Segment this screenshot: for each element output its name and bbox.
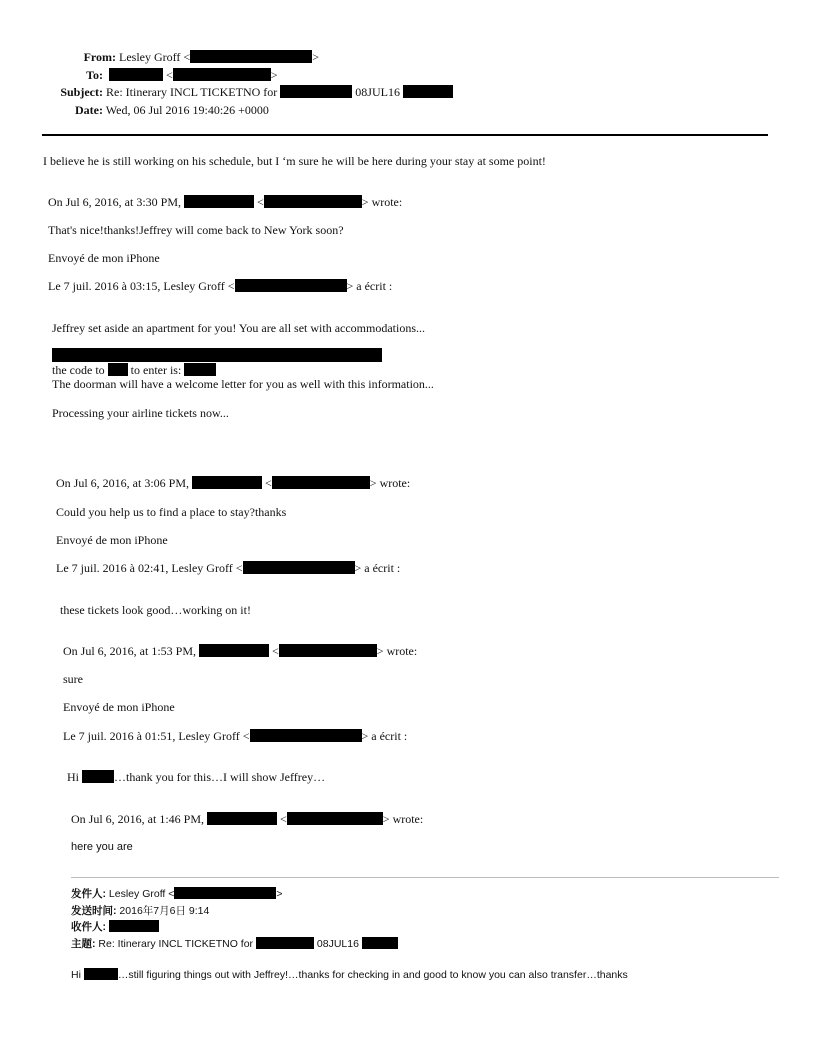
greeting: Hi: [71, 969, 81, 981]
fwd-subject-date-code: 08JUL16: [316, 938, 359, 950]
to-label: To:: [86, 68, 103, 82]
subject-date-code: 08JUL16: [355, 85, 400, 99]
redacted-name: [84, 968, 118, 980]
reply-line: I believe he is still working on his schedule, but I ‘m sure he will be here during your stay at some point!: [43, 154, 546, 168]
redacted-email: [287, 812, 383, 825]
redacted-address-block: [52, 348, 382, 362]
quote-5-attribution: [63, 644, 417, 659]
quote-2-attribution: [48, 279, 392, 294]
redacted-name: [109, 920, 159, 932]
quote-6-message: [67, 770, 325, 785]
to-close: >: [270, 68, 278, 82]
redacted-email: [174, 887, 276, 899]
subject-label: Subject:: [60, 85, 103, 99]
quote-7-message: here you are: [71, 841, 133, 853]
attribution-text: On Jul 6, 2016, at 3:06 PM,: [56, 476, 190, 490]
from-close: >: [312, 50, 319, 64]
quote-2-doorman: The doorman will have a welcome letter for you as well with this information...: [52, 377, 434, 391]
from-label: From:: [83, 50, 116, 64]
redacted-address: [52, 348, 382, 364]
redacted-code: [362, 937, 398, 949]
fwd-from-value: Lesley Groff <: [108, 888, 175, 900]
quote-2-message: Jeffrey set aside an apartment for you! You are all set with accommodations...: [52, 321, 426, 335]
redacted-email: [235, 279, 347, 292]
greeting: Hi: [67, 770, 79, 784]
redacted-email: [264, 195, 362, 208]
from-row: [56, 50, 319, 65]
fwd-from-close: >: [276, 888, 283, 900]
redacted-address: [108, 363, 128, 376]
forward-divider: [71, 877, 779, 878]
redacted-name: [199, 644, 269, 657]
to-row: [56, 68, 278, 83]
subject-row: [56, 85, 453, 100]
redacted-email: [279, 644, 377, 657]
quote-4-message: these tickets look good…working on it!: [60, 603, 251, 617]
quote-1-attribution: [48, 195, 402, 210]
redacted-name: [184, 195, 254, 208]
attribution-text: Le 7 juil. 2016 à 02:41, Lesley Groff <: [56, 561, 243, 575]
redacted-name: [192, 476, 262, 489]
redacted-name: [256, 937, 314, 949]
fwd-from-label: 发件人:: [71, 888, 106, 900]
redacted-email: [173, 68, 271, 81]
attribution-lt: <: [280, 812, 287, 826]
quote-3-attribution: [56, 476, 410, 491]
quote-1-message: That's nice!thanks!Jeffrey will come back to New York soon?: [48, 223, 344, 237]
date-value: Wed, 06 Jul 2016 19:40:26 +0000: [105, 103, 269, 117]
fwd-from-row: [71, 886, 283, 901]
fwd-sent-label: 发送时间:: [71, 905, 117, 917]
redacted-email: [272, 476, 370, 489]
fwd-to-row: [71, 919, 159, 934]
fwd-to-label: 收件人:: [71, 921, 106, 933]
subject-text: Re: Itinerary INCL TICKETNO for: [106, 85, 278, 99]
redacted-name: [109, 68, 163, 81]
redacted-email: [190, 50, 312, 63]
attribution-wrote: > wrote:: [369, 476, 411, 490]
quote-2-code-line: [52, 363, 216, 378]
attribution-text: On Jul 6, 2016, at 1:53 PM,: [63, 644, 197, 658]
fwd-message: [71, 968, 628, 981]
attribution-text: On Jul 6, 2016, at 1:46 PM,: [71, 812, 205, 826]
fwd-subject-label: 主题:: [71, 938, 96, 950]
redacted-code: [184, 363, 216, 376]
message-text: …thank you for this…I will show Jeffrey…: [114, 770, 326, 784]
attribution-wrote: > wrote:: [361, 195, 403, 209]
code-text-2: to enter is:: [130, 363, 182, 377]
redacted-name: [280, 85, 352, 98]
attribution-ecrit: > a écrit :: [354, 561, 401, 575]
from-name: Lesley Groff <: [119, 50, 191, 64]
attribution-lt: <: [272, 644, 279, 658]
quote-6-attribution: [63, 729, 407, 744]
fwd-subject-row: [71, 936, 398, 951]
attribution-wrote: > wrote:: [382, 812, 424, 826]
attribution-wrote: > wrote:: [376, 644, 418, 658]
attribution-ecrit: > a écrit :: [361, 729, 408, 743]
redacted-code: [403, 85, 453, 98]
quote-4-attribution: [56, 561, 400, 576]
redacted-email: [250, 729, 362, 742]
quote-1-signature: Envoyé de mon iPhone: [48, 251, 160, 265]
to-open: <: [166, 68, 173, 82]
header-divider: [42, 134, 768, 136]
quote-5-message: sure: [63, 672, 83, 686]
redacted-name: [207, 812, 277, 825]
code-text: the code to: [52, 363, 105, 377]
date-label: Date:: [75, 103, 103, 117]
redacted-email: [243, 561, 355, 574]
quote-7-attribution: [71, 812, 423, 827]
attribution-lt: <: [257, 195, 264, 209]
date-row: [56, 103, 269, 118]
fwd-sent-value: 2016年7月6日 9:14: [119, 905, 210, 917]
attribution-lt: <: [265, 476, 272, 490]
attribution-text: Le 7 juil. 2016 à 01:51, Lesley Groff <: [63, 729, 250, 743]
quote-3-message: Could you help us to find a place to stay?thanks: [56, 505, 287, 519]
quote-2-processing: Processing your airline tickets now...: [52, 406, 229, 420]
attribution-ecrit: > a écrit :: [346, 279, 393, 293]
redacted-name: [82, 770, 114, 783]
fwd-sent-row: [71, 903, 209, 918]
quote-3-signature: Envoyé de mon iPhone: [56, 533, 168, 547]
attribution-text: On Jul 6, 2016, at 3:30 PM,: [48, 195, 182, 209]
attribution-text: Le 7 juil. 2016 à 03:15, Lesley Groff <: [48, 279, 235, 293]
message-text: …still figuring things out with Jeffrey!…thanks for checking in and good to know you can also transfer…thanks: [117, 969, 628, 981]
fwd-subject-text: Re: Itinerary INCL TICKETNO for: [98, 938, 254, 950]
quote-5-signature: Envoyé de mon iPhone: [63, 700, 175, 714]
